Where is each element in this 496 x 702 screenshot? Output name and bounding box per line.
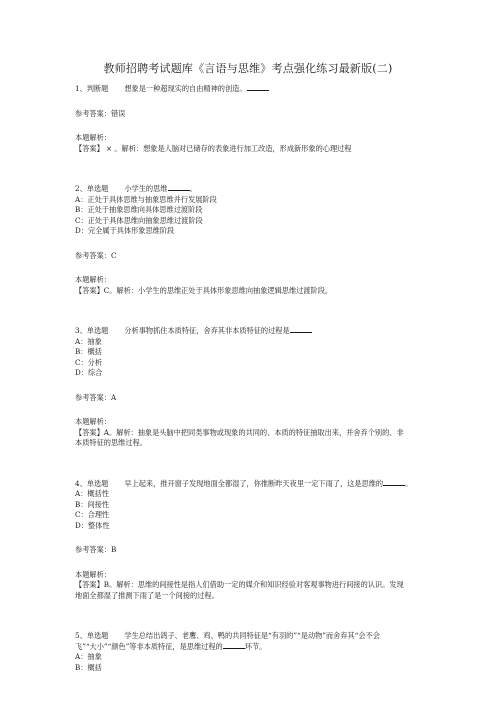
answer-blank bbox=[168, 184, 190, 191]
option-a: A：抽象 bbox=[75, 652, 102, 661]
answer-blank bbox=[247, 84, 269, 91]
analysis-title: 本题解析： bbox=[75, 569, 111, 579]
question-stem: 2、单选题 小学生的思维 。 bbox=[75, 184, 197, 193]
question-3 bbox=[75, 326, 423, 449]
reference-answer: 参考答案：C bbox=[75, 250, 117, 260]
analysis-text: 【答案】A。解析：抽象是头脑中把同类事物或现象的共同的、本质的特征抽取出来，并舍弃个别的、非 bbox=[75, 427, 404, 437]
option-a: A：概括性 bbox=[75, 489, 109, 498]
question-stem: 4、单选题 早上起来，推开窗子发现地面全都湿了，你推断昨天夜里一定下雨了，这是思维的 。 bbox=[75, 478, 413, 488]
reference-answer: 参考答案：错误 bbox=[75, 108, 126, 118]
analysis-title: 本题解析： bbox=[75, 275, 111, 284]
option-b: B：正处于抽象思维向具体思维过渡阶段 bbox=[75, 205, 203, 214]
option-b: B：概括 bbox=[75, 347, 102, 356]
analysis-text: 【答案】C。解析：小学生的思维正处于具体形象思维向抽象逻辑思维过渡阶段。 bbox=[75, 285, 333, 295]
analysis-text: 【答案】B。解析：思维的间接性是指人们借助一定的媒介和知识经验对客观事物进行间接的认识。发现 bbox=[75, 580, 404, 589]
question-stem: 1、判断题 想象是一种超现实的自由精神的创造。 bbox=[75, 84, 423, 95]
answer-blank bbox=[223, 642, 245, 649]
analysis-text: 【答案】 × 。解析：想象是人脑对已储存的表象进行加工改造，形成新形象的心理过程 bbox=[75, 143, 352, 153]
question-5 bbox=[75, 631, 423, 673]
answer-blank bbox=[290, 326, 312, 333]
answer-blank bbox=[383, 479, 405, 486]
option-a: A：抽象 bbox=[75, 336, 102, 346]
reference-answer: 参考答案：A bbox=[75, 392, 117, 402]
document-title: 教师招聘考试题库《言语与思维》考点强化练习最新版(二) bbox=[103, 62, 393, 75]
option-c: C：正处于具体思维向抽象思维过渡阶段 bbox=[75, 215, 203, 225]
question-list bbox=[75, 84, 423, 673]
option-a: A：正处于具体思维与抽象思维并行发展阶段 bbox=[75, 194, 217, 204]
analysis-title: 本题解析： bbox=[75, 417, 111, 426]
question-4 bbox=[75, 479, 423, 602]
analysis-title: 本题解析： bbox=[75, 133, 111, 142]
option-d: D：整体性 bbox=[75, 520, 110, 530]
question-2 bbox=[75, 184, 423, 296]
option-b: B：概括 bbox=[75, 662, 102, 672]
option-b: B：间接性 bbox=[75, 499, 110, 509]
question-stem: 5、单选题 学生总结出鸽子、老鹰、鸡、鸭的共同特征是“有羽的”“是动物”而舍弃其“会不会 bbox=[75, 631, 380, 640]
option-d: D：综合 bbox=[75, 368, 103, 377]
option-d: D：完全属于具体形象思维阶段 bbox=[75, 226, 175, 235]
analysis-text: 本质特征的思维过程。 bbox=[75, 438, 147, 447]
analysis-text: 地面全都湿了推测下雨了是一个间接的过程。 bbox=[75, 590, 219, 600]
question-stem: 3、单选题 分析事物抓住本质特征，舍弃其非本质特征的过程是 bbox=[75, 326, 423, 337]
option-c: C：合理性 bbox=[75, 510, 110, 519]
question-stem-continued: 飞”“大小”“颜色”等非本质特征，是思维过程的 环节。 bbox=[75, 641, 267, 651]
question-1 bbox=[75, 84, 423, 154]
reference-answer: 参考答案：B bbox=[75, 545, 117, 554]
option-c: C：分析 bbox=[75, 357, 103, 367]
